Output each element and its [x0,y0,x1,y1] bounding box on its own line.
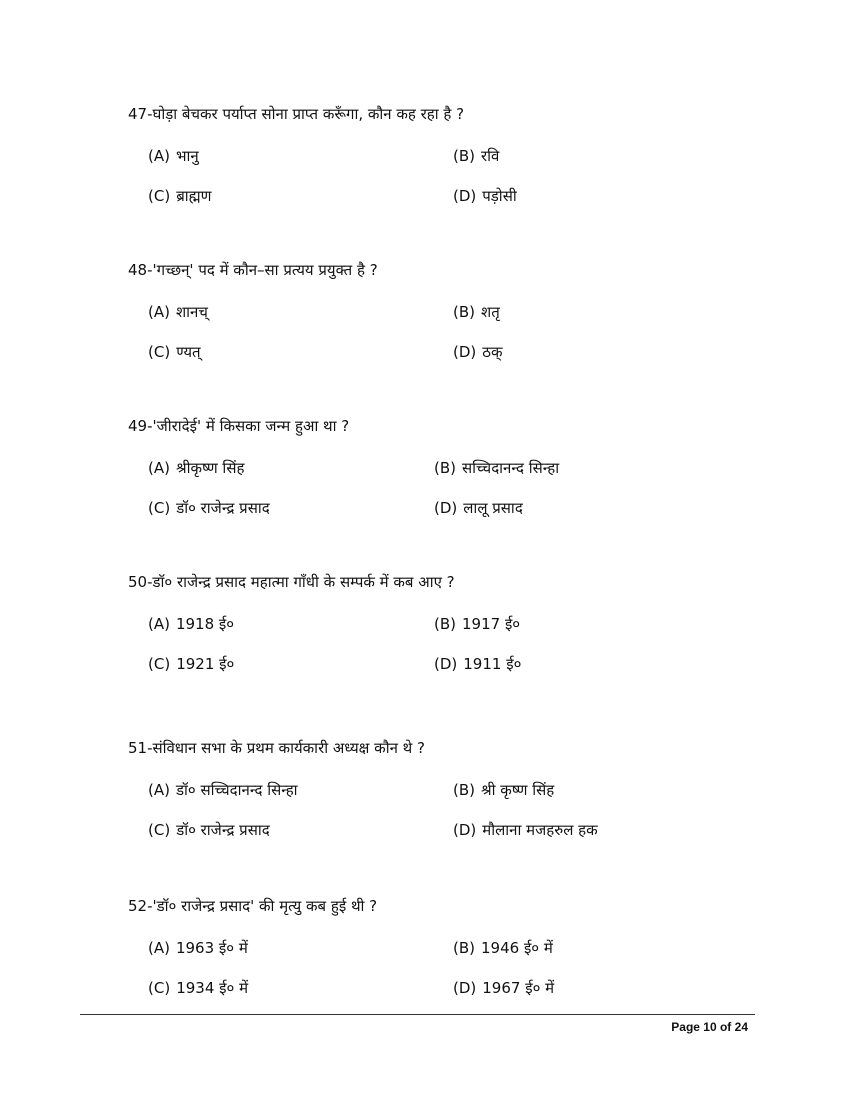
option-b [453,302,500,322]
page-number: Page 10 of 24 [671,1020,748,1034]
option-b [434,614,520,634]
option-c [148,654,234,674]
question-text: 48-'गच्छन्' पद में कौन–सा प्रत्यय प्रयुक्त है ? [128,261,378,279]
option-d [453,978,554,998]
option-text: ब्राह्मण [176,187,212,205]
option-text: 1967 ई० में [482,979,555,997]
option-text: 1918 ई० [175,615,235,633]
question-text: 51-संविधान सभा के प्रथम कार्यकारी अध्यक्ष कौन थे ? [128,739,425,757]
question-text: 47-घोड़ा बेचकर पर्याप्त सोना प्राप्त करूँगा, कौन कह रहा है ? [128,105,465,123]
option-text: ण्यत् [176,343,201,361]
option-text: 1921 ई० [176,655,235,673]
option-d [453,342,503,362]
option-letter: (D) [453,343,477,361]
option-text: सच्चिदानन्द सिन्हा [462,459,560,477]
option-text: डॉ० राजेन्द्र प्रसाद [176,499,270,517]
option-letter: (D) [453,187,477,205]
option-letter: (A) [148,147,170,165]
option-letter: (C) [148,655,171,673]
option-text: मौलाना मजहरुल हक [482,821,598,839]
option-letter: (D) [453,821,477,839]
option-a [148,146,199,166]
option-d [434,654,521,674]
option-text: श्रीकृष्ण सिंह [175,459,245,477]
option-letter: (C) [148,187,171,205]
option-text: 1911 ई० [463,655,522,673]
option-b [453,146,499,166]
option-letter: (A) [148,781,170,799]
option-text: 1946 ई० में [481,939,553,957]
option-letter: (B) [434,459,456,477]
option-letter: (A) [148,303,170,321]
option-text: शतृ [481,303,500,321]
option-letter: (C) [148,499,171,517]
option-b [453,780,554,800]
option-c [148,342,201,362]
footer-divider [80,1014,755,1015]
option-a [148,614,234,634]
question-text: 50-डॉ० राजेन्द्र प्रसाद महात्मा गाँधी के सम्पर्क में कब आए ? [128,573,455,591]
option-text: लालू प्रसाद [463,499,523,517]
option-d [453,820,598,840]
option-letter: (C) [148,979,171,997]
option-letter: (D) [453,979,477,997]
option-c [148,186,212,206]
option-text: पड़ोसी [482,187,517,205]
question-text: 52-'डॉ० राजेन्द्र प्रसाद' की मृत्यु कब हुई थी ? [128,897,378,915]
option-letter: (B) [453,781,475,799]
option-letter: (A) [148,459,170,477]
option-a [148,938,248,958]
option-text: 1963 ई० में [175,939,248,957]
option-text: डॉ० राजेन्द्र प्रसाद [176,821,270,839]
option-a [148,458,244,478]
option-text: भानु [175,147,199,165]
option-c [148,978,248,998]
option-text: ठक् [482,343,503,361]
option-d [434,498,523,518]
option-letter: (B) [453,303,475,321]
option-text: 1917 ई० [462,615,521,633]
option-d [453,186,517,206]
option-c [148,498,270,518]
option-letter: (B) [434,615,456,633]
option-letter: (B) [453,147,475,165]
option-letter: (A) [148,615,170,633]
option-text: रवि [481,147,500,165]
option-letter: (D) [434,499,458,517]
option-text: शानच् [175,303,208,321]
option-text: 1934 ई० में [176,979,249,997]
option-a [148,780,298,800]
option-letter: (D) [434,655,458,673]
option-letter: (A) [148,939,170,957]
option-text: डॉ० सच्चिदानन्द सिन्हा [175,781,298,799]
option-b [453,938,553,958]
option-letter: (B) [453,939,475,957]
option-text: श्री कृष्ण सिंह [481,781,555,799]
question-text: 49-'जीरादेई' में किसका जन्म हुआ था ? [128,417,350,435]
option-a [148,302,208,322]
option-letter: (C) [148,343,171,361]
option-b [434,458,559,478]
option-c [148,820,270,840]
option-letter: (C) [148,821,171,839]
